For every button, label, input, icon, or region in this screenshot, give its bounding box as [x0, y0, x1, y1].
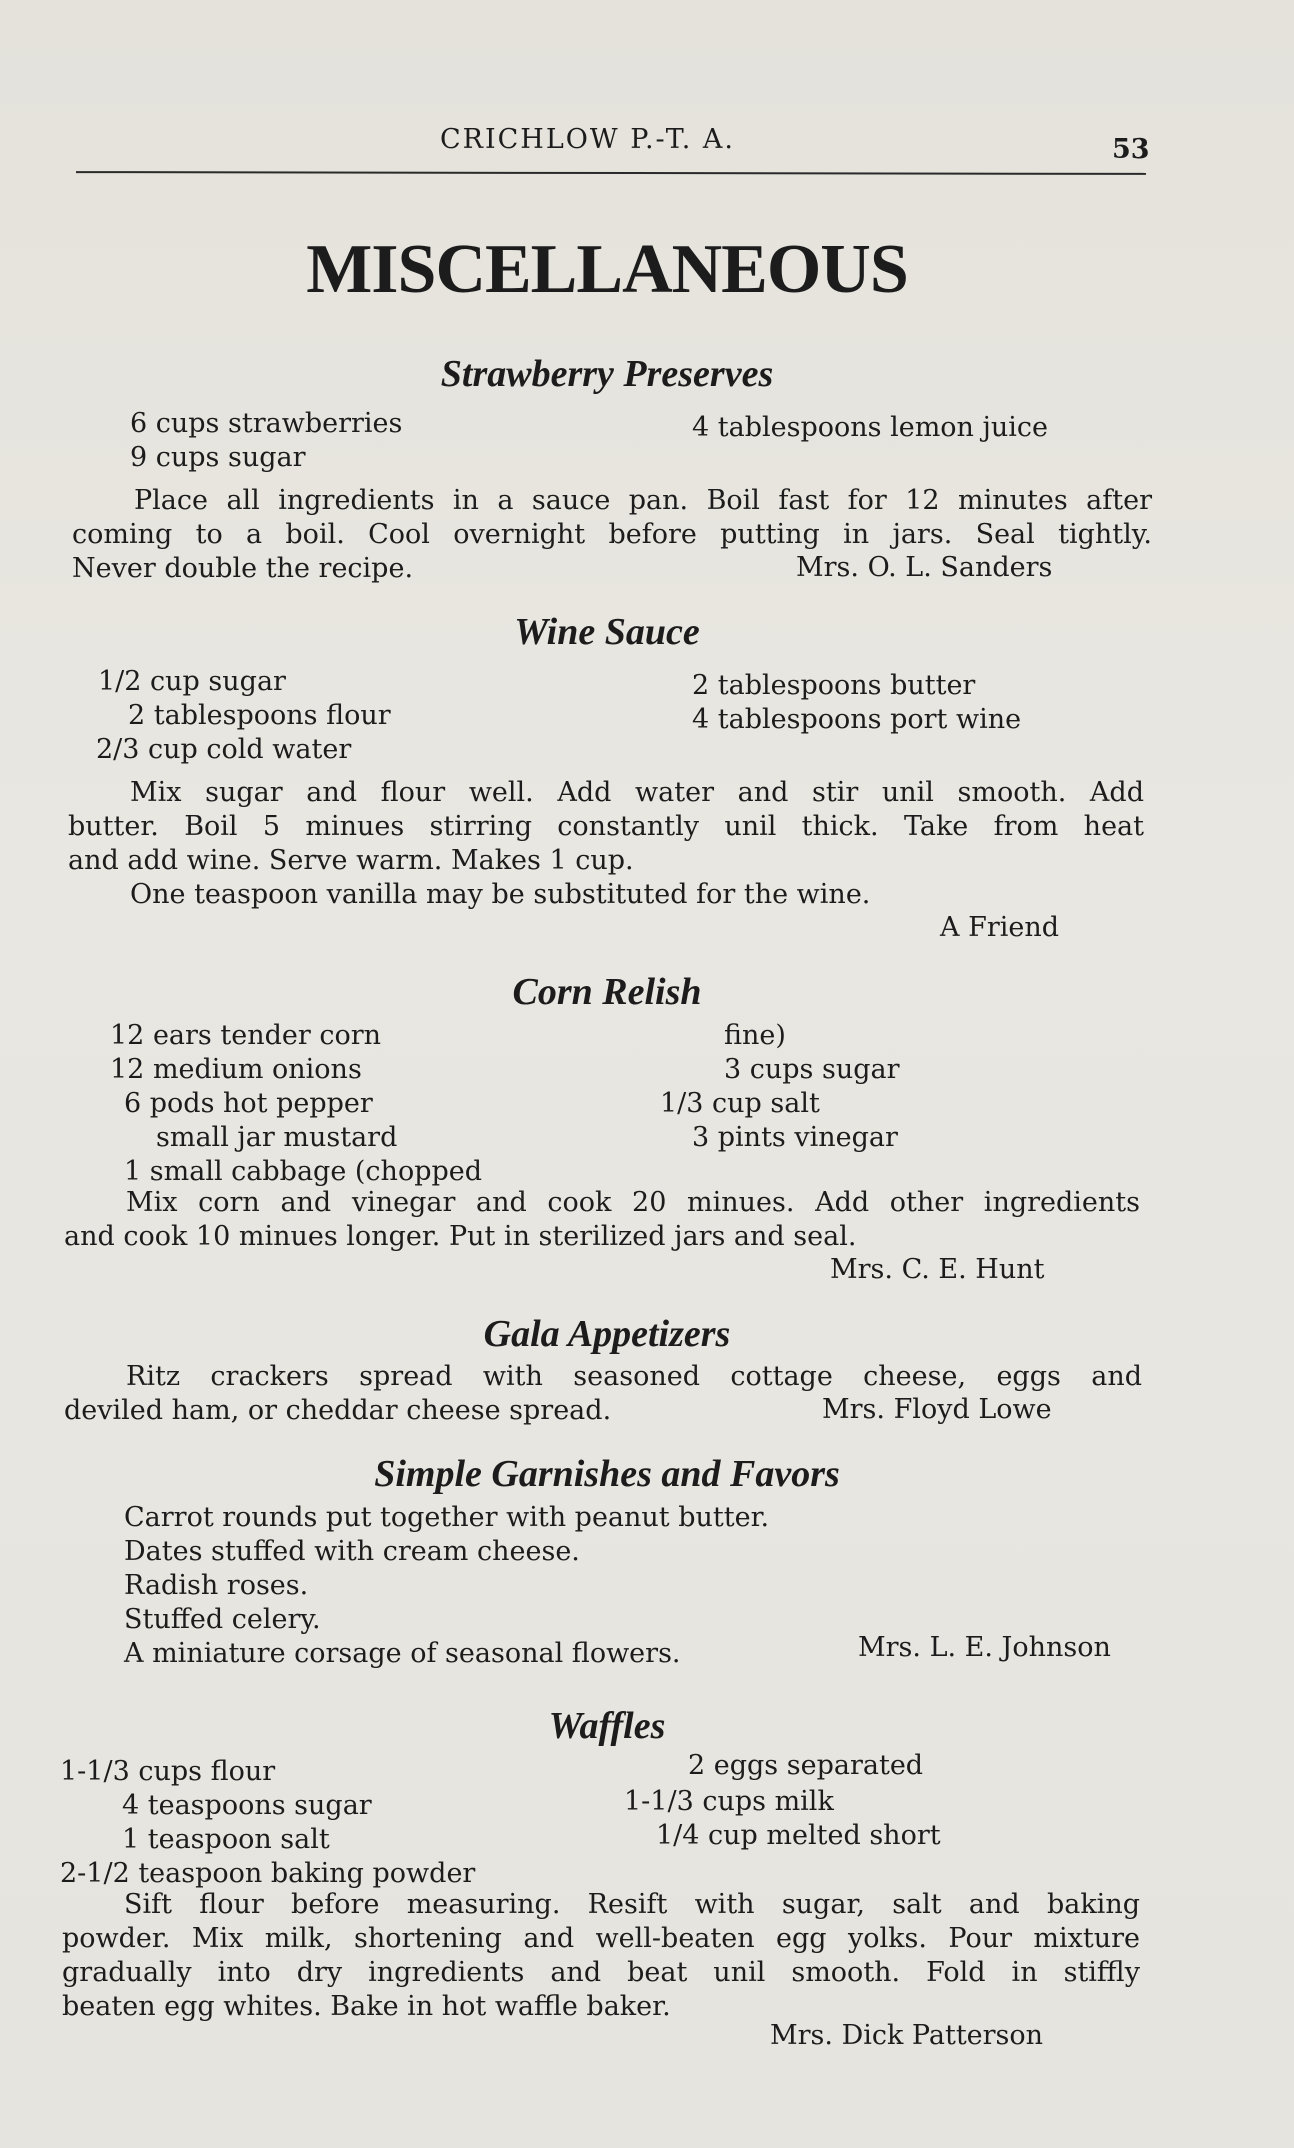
recipe-directions [68, 776, 1144, 912]
recipe-title-strawberry-preserves: Strawberry Preserves [440, 353, 774, 395]
recipe-title-waffles: Waffles [548, 1705, 666, 1747]
ingredient: 2/3 cup cold water [96, 734, 352, 765]
header-rule [76, 171, 1146, 175]
ingredient: 6 pods hot pepper [124, 1088, 373, 1119]
recipe-directions [64, 1186, 1140, 1254]
ingredient: 2 eggs separated [688, 1750, 924, 1781]
ingredient: 1 teaspoon salt [122, 1824, 330, 1855]
directions-line: and cook 10 minues longer. Put in sterilized jars and seal. [64, 1221, 857, 1252]
directions-line: Place all ingredients in a sauce pan. Boil fast for 12 minutes after [134, 485, 1152, 516]
ingredient: 1/3 cup salt [660, 1088, 820, 1119]
directions-line: Never double the recipe. [72, 553, 414, 584]
recipe-attribution: Mrs. C. E. Hunt [830, 1254, 1045, 1285]
ingredient: 1-1/3 cups flour [60, 1756, 276, 1787]
recipe-attribution: Mrs. Floyd Lowe [822, 1394, 1052, 1425]
recipe-title-corn-relish: Corn Relish [512, 971, 702, 1013]
directions-line: Dates stuffed with cream cheese. [124, 1536, 580, 1567]
ingredient: small jar mustard [156, 1122, 398, 1153]
ingredient: 2-1/2 teaspoon baking powder [60, 1858, 476, 1889]
directions-line: powder. Mix milk, shortening and well-beaten egg yolks. Pour mixture [62, 1923, 1140, 1954]
ingredient: 1-1/3 cups milk [624, 1786, 834, 1817]
recipe-title-gala-appetizers: Gala Appetizers [483, 1313, 731, 1355]
ingredient: fine) [724, 1020, 786, 1051]
ingredient: 4 tablespoons port wine [692, 704, 1022, 735]
recipe-attribution: A Friend [940, 912, 1060, 943]
directions-line: Carrot rounds put together with peanut butter. [124, 1502, 770, 1533]
directions-line: Stuffed celery. [124, 1604, 321, 1635]
directions-line: One teaspoon vanilla may be substituted for the wine. [130, 879, 871, 910]
directions-line: deviled ham, or cheddar cheese spread. [64, 1395, 612, 1426]
ingredient: 1/4 cup melted short [656, 1820, 941, 1851]
directions-line: A miniature corsage of seasonal flowers. [124, 1638, 681, 1669]
directions-line: and add wine. Serve warm. Makes 1 cup. [68, 845, 634, 876]
ingredient: 3 pints vinegar [692, 1122, 898, 1153]
section-title: MISCELLANEOUS [306, 231, 908, 308]
ingredient: 4 tablespoons lemon juice [692, 412, 1049, 443]
recipe-directions [62, 1888, 1140, 2024]
directions-line: Ritz crackers spread with seasoned cottage cheese, eggs and [126, 1361, 1142, 1392]
directions-line: butter. Boil 5 minues stirring constantly unil thick. Take from heat [68, 811, 1144, 842]
directions-line: Sift flour before measuring. Resift with sugar, salt and baking [124, 1889, 1140, 1920]
directions-line: Mix corn and vinegar and cook 20 minues. Add other ingredients [126, 1187, 1140, 1218]
recipe-attribution: Mrs. L. E. Johnson [858, 1632, 1111, 1663]
directions-line: Radish roses. [124, 1570, 309, 1601]
recipe-title-simple-garnishes: Simple Garnishes and Favors [374, 1453, 840, 1495]
ingredient: 4 teaspoons sugar [122, 1790, 372, 1821]
recipe-title-wine-sauce: Wine Sauce [514, 611, 700, 653]
ingredient: 1 small cabbage (chopped [124, 1156, 483, 1187]
recipe-attribution: Mrs. Dick Patterson [770, 2020, 1044, 2051]
ingredient: 12 ears tender corn [110, 1020, 382, 1051]
directions-line: gradually into dry ingredients and beat unil smooth. Fold in stiffly [62, 1957, 1140, 1988]
running-title: CRICHLOW P.-T. A. [440, 124, 735, 155]
directions-line: beaten egg whites. Bake in hot waffle baker. [62, 1991, 671, 2022]
ingredient: 12 medium onions [110, 1054, 362, 1085]
ingredient: 6 cups strawberries [130, 408, 403, 439]
page-number: 53 [1112, 134, 1150, 165]
recipe-attribution: Mrs. O. L. Sanders [796, 552, 1053, 583]
directions-line: Mix sugar and flour well. Add water and stir unil smooth. Add [130, 777, 1144, 808]
ingredient: 2 tablespoons butter [692, 670, 976, 701]
directions-line: coming to a boil. Cool overnight before putting in jars. Seal tightly. [72, 519, 1152, 550]
ingredient: 1/2 cup sugar [98, 666, 286, 697]
ingredient: 9 cups sugar [130, 442, 306, 473]
ingredient: 2 tablespoons flour [128, 700, 391, 731]
ingredient: 3 cups sugar [724, 1054, 900, 1085]
